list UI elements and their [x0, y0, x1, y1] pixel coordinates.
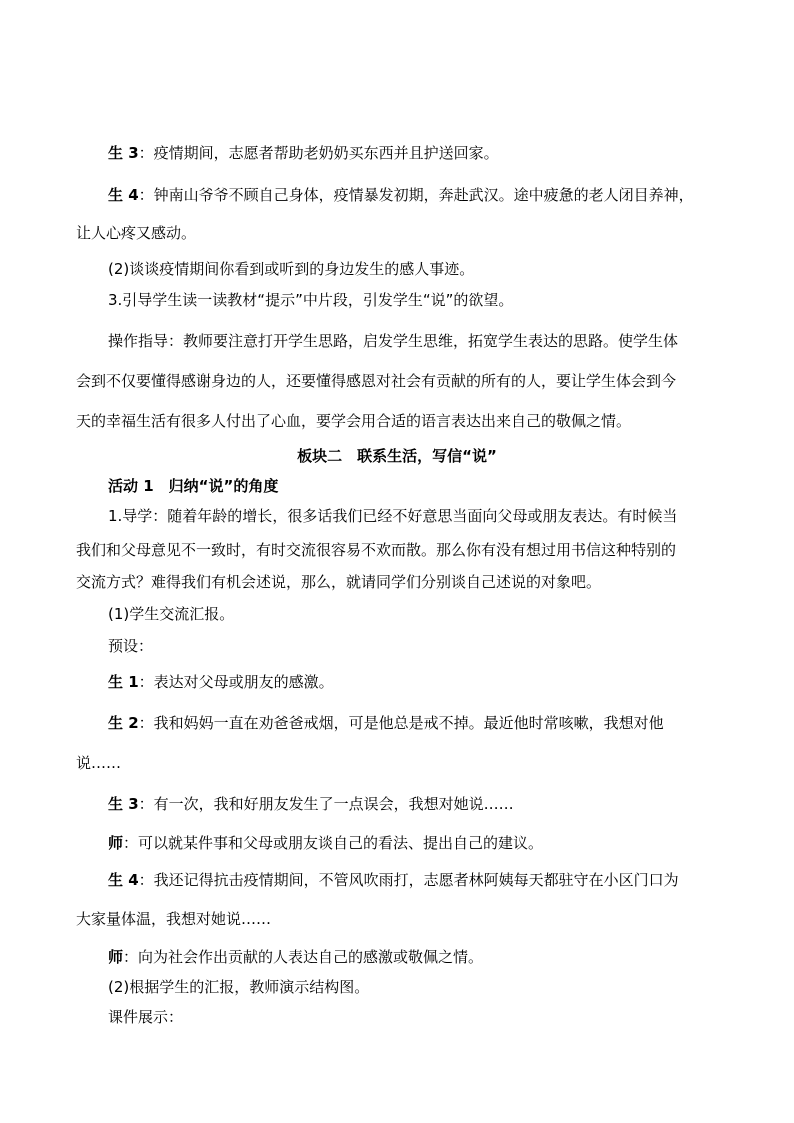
text-line: 1.导学：随着年龄的增长，很多话我们已经不好意思当面向父母或朋友表达。有时候当	[108, 507, 678, 525]
text-line: 会到不仅要懂得感谢身边的人，还要懂得感恩对社会有贡献的所有的人，要让学生体会到今	[76, 372, 677, 390]
text-line: (1)学生交流汇报。	[108, 605, 235, 623]
text-line: 大家量体温，我想对她说……	[76, 910, 272, 928]
text-line: 师：可以就某件事和父母或朋友谈自己的看法、提出自己的建议。	[108, 834, 544, 852]
text-line: 生 2：我和妈妈一直在劝爸爸戒烟，可是他总是戒不掉。最近他时常咳嗽，我想对他	[108, 714, 664, 732]
text-line: 生 4：我还记得抗击疫情期间，不管风吹雨打，志愿者林阿姨每天都驻守在小区门口为	[108, 871, 679, 889]
section-heading: 板块二 联系生活，写信“说”	[297, 447, 497, 465]
text-line: 生 3：疫情期间，志愿者帮助老奶奶买东西并且护送回家。	[108, 144, 499, 162]
activity-heading: 活动 1 归纳“说”的角度	[108, 477, 279, 495]
text-line: 交流方式？难得我们有机会述说，那么，就请同学们分别谈自己述说的对象吧。	[76, 573, 602, 591]
text-line: 3.引导学生读一读教材“提示”中片段，引发学生“说”的欲望。	[108, 291, 514, 309]
text-line: 我们和父母意见不一致时，有时交流很容易不欢而散。那么你有没有想过用书信这种特别的	[76, 541, 677, 559]
text-line: 说……	[76, 754, 122, 772]
text-line: 生 1：表达对父母或朋友的感激。	[108, 673, 334, 691]
text-line: 预设：	[108, 637, 154, 655]
text-line: 课件展示：	[108, 1008, 184, 1026]
text-line: 天的幸福生活有很多人付出了心血，要学会用合适的语言表达出来自己的敬佩之情。	[76, 412, 632, 430]
text-line: 操作指导：教师要注意打开学生思路，启发学生思维，拓宽学生表达的思路。使学生体	[108, 332, 679, 350]
text-line: 让人心疼又感动。	[76, 224, 197, 242]
text-line: 师：向为社会作出贡献的人表达自己的感激或敬佩之情。	[108, 948, 484, 966]
text-line: (2)谈谈疫情期间你看到或听到的身边发生的感人事迹。	[108, 260, 475, 278]
text-line: 生 4：钟南山爷爷不顾自己身体，疫情暴发初期，奔赴武汉。途中疲惫的老人闭目养神，	[108, 186, 694, 204]
text-line: (2)根据学生的汇报，教师演示结构图。	[108, 978, 370, 996]
text-line: 生 3：有一次，我和好朋友发生了一点误会，我想对她说……	[108, 795, 514, 813]
